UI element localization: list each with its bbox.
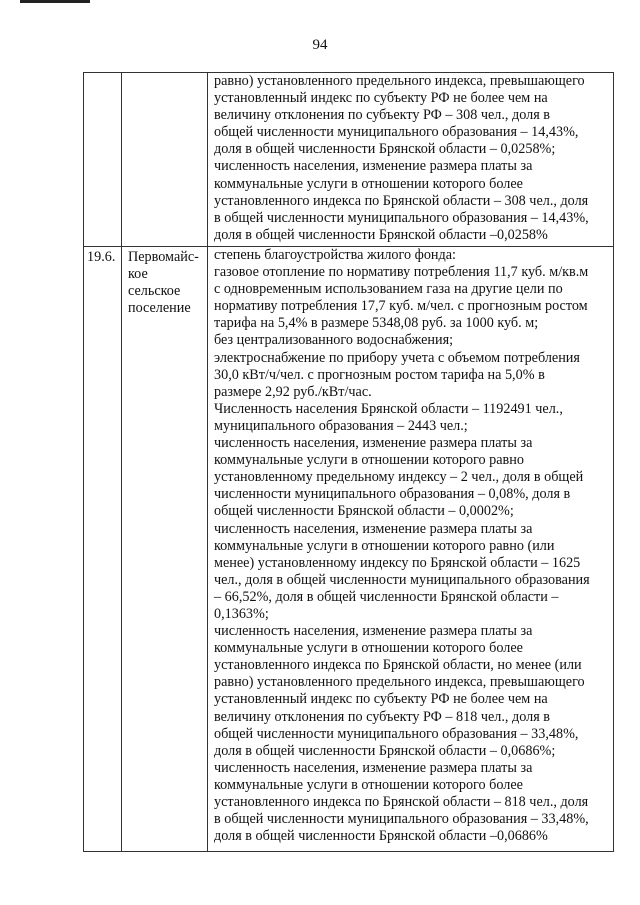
row-number-cell	[84, 73, 122, 247]
settlement-name-cell	[122, 247, 208, 852]
text-line: равно) установленного предельного индекса, превышающего	[214, 73, 585, 89]
text-line: без централизованного водоснабжения;	[214, 332, 454, 349]
text-line: кое	[128, 266, 148, 283]
text-line: коммунальные услуги в отношении которого равно (или	[214, 537, 555, 554]
text-line: тарифа на 5,4% в размере 5348,08 руб. за 1000 куб. м;	[214, 315, 539, 332]
page-number: 94	[312, 37, 328, 53]
settlement-name	[122, 247, 207, 317]
text-line: равно) установленного предельного индекса, превышающего	[214, 674, 585, 691]
row-number	[84, 73, 121, 75]
table-row	[84, 247, 614, 852]
row-number: 19.6.	[87, 249, 116, 265]
text-line: коммунальные услуги в отношении которого равно	[214, 452, 524, 469]
content-text	[208, 73, 613, 244]
top-rule	[20, 0, 90, 3]
text-line: размере 2,92 руб./кВт/час.	[214, 383, 372, 400]
content-text	[208, 247, 613, 845]
text-line: доля в общей численности Брянской области – 0,0258%;	[214, 141, 556, 158]
text-line: численность населения, изменение размера платы за	[214, 520, 533, 537]
text-line: доля в общей численности Брянской области – 0,0686%;	[214, 742, 556, 759]
text-line: численности муниципального образования – 0,08%, доля в	[214, 486, 571, 503]
text-line: установленный индекс по субъекту РФ не более чем на	[214, 90, 548, 107]
text-line: величину отклонения по субъекту РФ – 308 чел., доля в	[214, 107, 550, 124]
text-line: общей численности Брянской области – 0,0002%;	[214, 503, 514, 520]
text-line: менее) установленному индексу по Брянской области – 1625	[214, 554, 581, 571]
content-cell	[208, 247, 614, 852]
text-line: Первомайс-	[128, 249, 199, 265]
text-line: чел., доля в общей численности муниципального образования	[214, 571, 590, 588]
text-line: доля в общей численности Брянской области –0,0258%	[214, 226, 548, 243]
text-line: численность населения, изменение размера платы за	[214, 158, 533, 175]
text-line: газовое отопление по нормативу потребления 11,7 куб. м/кв.м	[214, 264, 589, 281]
text-line: установленный индекс по субъекту РФ не более чем на	[214, 691, 548, 708]
text-line: Численность населения Брянской области – 1192491 чел.,	[214, 400, 563, 417]
text-line: коммунальные услуги в отношении которого более	[214, 776, 523, 793]
text-line: нормативу потребления 17,7 куб. м/чел. с прогнозным ростом	[214, 298, 588, 315]
text-line: общей численности муниципального образования – 14,43%,	[214, 124, 579, 141]
text-line: с одновременным использованием газа на другие цели по	[214, 281, 563, 298]
text-line: установленного индекса по Брянской области – 308 чел., доля	[214, 192, 589, 209]
text-line: доля в общей численности Брянской области –0,0686%	[214, 828, 548, 845]
text-line: сельское	[128, 283, 181, 300]
text-line: электроснабжение по прибору учета с объемом потребления	[214, 349, 580, 366]
row-number-cell	[84, 247, 122, 852]
text-line: установленного индекса по Брянской области – 818 чел., доля	[214, 794, 589, 810]
text-line: величину отклонения по субъекту РФ – 818 чел., доля в	[214, 708, 550, 725]
text-line: численность населения, изменение размера платы за	[214, 759, 533, 776]
text-line: коммунальные услуги в отношении которого более	[214, 175, 523, 192]
text-line: 30,0 кВт/ч/чел. с прогнозным ростом тарифа на 5,0% в	[214, 366, 545, 383]
text-line: поселение	[128, 300, 191, 317]
text-line: численность населения, изменение размера платы за	[214, 623, 533, 640]
settlement-name-cell	[122, 73, 208, 247]
text-line: установленному предельному индексу – 2 чел., доля в общей	[214, 469, 584, 486]
text-line: – 66,52%, доля в общей численности Брянской области –	[214, 588, 559, 605]
text-line: муниципального образования – 2443 чел.;	[214, 417, 468, 434]
text-line: коммунальные услуги в отношении которого более	[214, 640, 523, 657]
data-table	[83, 72, 614, 852]
table-row	[84, 73, 614, 247]
text-line: в общей численности муниципального образования – 33,48%,	[214, 811, 589, 828]
text-line: 0,1363%;	[214, 605, 269, 622]
text-line: в общей численности муниципального образования – 14,43%,	[214, 209, 589, 226]
content-cell	[208, 73, 614, 247]
text-line: численность населения, изменение размера платы за	[214, 435, 533, 452]
text-line: установленного индекса по Брянской области, но менее (или	[214, 657, 582, 674]
text-line: степень благоустройства жилого фонда:	[214, 247, 456, 263]
text-line: общей численности муниципального образования – 33,48%,	[214, 725, 579, 742]
